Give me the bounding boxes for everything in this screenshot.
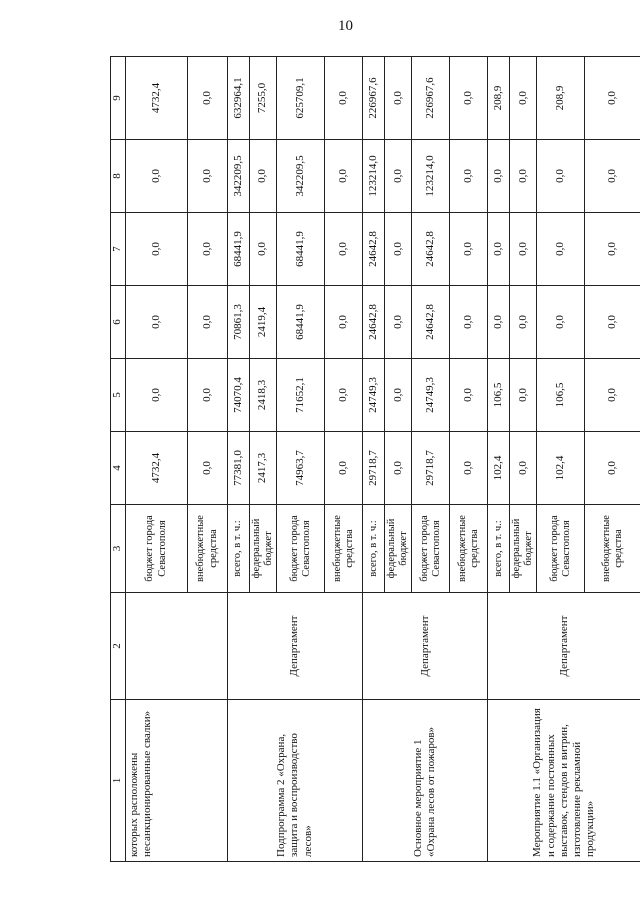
amount-cell: 0,0 — [385, 213, 412, 286]
funding-table — [110, 56, 640, 862]
column-header: 2 — [111, 593, 126, 700]
amount-cell: 0,0 — [325, 359, 363, 432]
amount-cell: 70861,3 — [228, 286, 250, 359]
amount-cell: 0,0 — [450, 359, 488, 432]
amount-cell: 0,0 — [450, 432, 488, 505]
amount-cell: 0,0 — [188, 359, 228, 432]
funding-source-cell: внебюджетные средства — [450, 505, 488, 593]
amount-cell: 4732,4 — [126, 57, 188, 140]
program-name-cell: Подпрограмма 2 «Охрана, защита и воспроизводство лесов» — [228, 700, 363, 862]
amount-cell: 0,0 — [510, 359, 537, 432]
amount-cell: 24749,3 — [363, 359, 385, 432]
column-header: 7 — [111, 213, 126, 286]
funding-source-cell: бюджет города Севастополя — [412, 505, 450, 593]
amount-cell: 226967,6 — [412, 57, 450, 140]
table-row — [488, 57, 510, 862]
funding-source-cell: всего, в т. ч.: — [363, 505, 385, 593]
amount-cell: 74070,4 — [228, 359, 250, 432]
amount-cell: 0,0 — [126, 213, 188, 286]
amount-cell: 0,0 — [250, 213, 277, 286]
amount-cell: 0,0 — [510, 140, 537, 213]
amount-cell: 24642,8 — [412, 213, 450, 286]
amount-cell: 0,0 — [385, 57, 412, 140]
column-header: 8 — [111, 140, 126, 213]
amount-cell: 102,4 — [488, 432, 510, 505]
amount-cell: 0,0 — [585, 286, 640, 359]
amount-cell: 24642,8 — [363, 213, 385, 286]
program-name-cell: Основное мероприятие 1 «Охрана лесов от пожаров» — [363, 700, 488, 862]
amount-cell: 102,4 — [537, 432, 585, 505]
amount-cell: 2419,4 — [250, 286, 277, 359]
column-header: 3 — [111, 505, 126, 593]
amount-cell: 208,9 — [488, 57, 510, 140]
amount-cell: 2418,3 — [250, 359, 277, 432]
amount-cell: 24642,8 — [412, 286, 450, 359]
column-header: 6 — [111, 286, 126, 359]
amount-cell: 0,0 — [510, 57, 537, 140]
table-row — [228, 57, 250, 862]
amount-cell: 106,5 — [488, 359, 510, 432]
amount-cell: 0,0 — [188, 57, 228, 140]
table-body — [111, 57, 640, 862]
amount-cell: 0,0 — [510, 432, 537, 505]
amount-cell: 0,0 — [250, 140, 277, 213]
amount-cell: 123214,0 — [363, 140, 385, 213]
amount-cell: 0,0 — [188, 140, 228, 213]
amount-cell: 0,0 — [188, 432, 228, 505]
table-row — [363, 57, 385, 862]
funding-source-cell: внебюджетные средства — [325, 505, 363, 593]
header-row — [111, 57, 126, 862]
amount-cell: 74963,7 — [277, 432, 325, 505]
amount-cell: 0,0 — [537, 286, 585, 359]
amount-cell: 0,0 — [126, 140, 188, 213]
amount-cell: 342209,5 — [277, 140, 325, 213]
amount-cell: 0,0 — [385, 140, 412, 213]
amount-cell: 0,0 — [537, 213, 585, 286]
amount-cell: 0,0 — [450, 57, 488, 140]
amount-cell: 0,0 — [585, 213, 640, 286]
amount-cell: 0,0 — [450, 213, 488, 286]
column-header: 1 — [111, 700, 126, 862]
amount-cell: 0,0 — [188, 213, 228, 286]
executor-cell: Департамент — [363, 593, 488, 700]
amount-cell: 625709,1 — [277, 57, 325, 140]
amount-cell: 0,0 — [585, 140, 640, 213]
table-row — [126, 57, 188, 862]
amount-cell: 0,0 — [585, 432, 640, 505]
funding-source-cell: бюджет города Севастополя — [537, 505, 585, 593]
amount-cell: 77381,0 — [228, 432, 250, 505]
funding-source-cell: внебюджетные средства — [585, 505, 640, 593]
amount-cell: 0,0 — [450, 286, 488, 359]
amount-cell: 68441,9 — [277, 213, 325, 286]
executor-cell: Департамент — [228, 593, 363, 700]
amount-cell: 0,0 — [510, 213, 537, 286]
amount-cell: 0,0 — [488, 213, 510, 286]
funding-source-cell: федеральный бюджет — [510, 505, 537, 593]
amount-cell: 123214,0 — [412, 140, 450, 213]
amount-cell: 0,0 — [585, 359, 640, 432]
amount-cell: 0,0 — [325, 57, 363, 140]
amount-cell: 0,0 — [450, 140, 488, 213]
amount-cell: 7255,0 — [250, 57, 277, 140]
amount-cell: 0,0 — [488, 286, 510, 359]
amount-cell: 2417,3 — [250, 432, 277, 505]
executor-cell: Департамент — [488, 593, 640, 700]
amount-cell: 0,0 — [385, 286, 412, 359]
amount-cell: 0,0 — [325, 286, 363, 359]
amount-cell: 0,0 — [126, 286, 188, 359]
page-number: 10 — [338, 18, 353, 34]
amount-cell: 0,0 — [385, 359, 412, 432]
funding-source-cell: федеральный бюджет — [250, 505, 277, 593]
amount-cell: 0,0 — [510, 286, 537, 359]
amount-cell: 0,0 — [585, 57, 640, 140]
amount-cell: 0,0 — [488, 140, 510, 213]
funding-source-cell: бюджет города Севастополя — [126, 505, 188, 593]
amount-cell: 106,5 — [537, 359, 585, 432]
amount-cell: 29718,7 — [412, 432, 450, 505]
rotated-table-container — [110, 57, 637, 862]
amount-cell: 24642,8 — [363, 286, 385, 359]
amount-cell: 226967,6 — [363, 57, 385, 140]
amount-cell: 0,0 — [325, 432, 363, 505]
amount-cell: 71652,1 — [277, 359, 325, 432]
funding-source-cell: внебюджетные средства — [188, 505, 228, 593]
amount-cell: 0,0 — [385, 432, 412, 505]
column-header: 9 — [111, 57, 126, 140]
amount-cell: 4732,4 — [126, 432, 188, 505]
column-header: 4 — [111, 432, 126, 505]
program-name-cell: Мероприятие 1.1 «Организация и содержание постоянных выставок, стендов и витрин, изготовление рекламной продукции» — [488, 700, 640, 862]
amount-cell: 0,0 — [325, 140, 363, 213]
amount-cell: 0,0 — [537, 140, 585, 213]
amount-cell: 342209,5 — [228, 140, 250, 213]
executor-cell — [126, 593, 228, 700]
funding-source-cell: бюджет города Севастополя — [277, 505, 325, 593]
funding-source-cell: федеральный бюджет — [385, 505, 412, 593]
amount-cell: 29718,7 — [363, 432, 385, 505]
amount-cell: 24749,3 — [412, 359, 450, 432]
amount-cell: 68441,9 — [228, 213, 250, 286]
amount-cell: 208,9 — [537, 57, 585, 140]
amount-cell: 68441,9 — [277, 286, 325, 359]
amount-cell: 632964,1 — [228, 57, 250, 140]
column-header: 5 — [111, 359, 126, 432]
funding-source-cell: всего, в т. ч.: — [488, 505, 510, 593]
amount-cell: 0,0 — [126, 359, 188, 432]
amount-cell: 0,0 — [188, 286, 228, 359]
funding-source-cell: всего, в т. ч.: — [228, 505, 250, 593]
program-name-cell: которых расположены несанкционированные свалки» — [126, 700, 228, 862]
amount-cell: 0,0 — [325, 213, 363, 286]
